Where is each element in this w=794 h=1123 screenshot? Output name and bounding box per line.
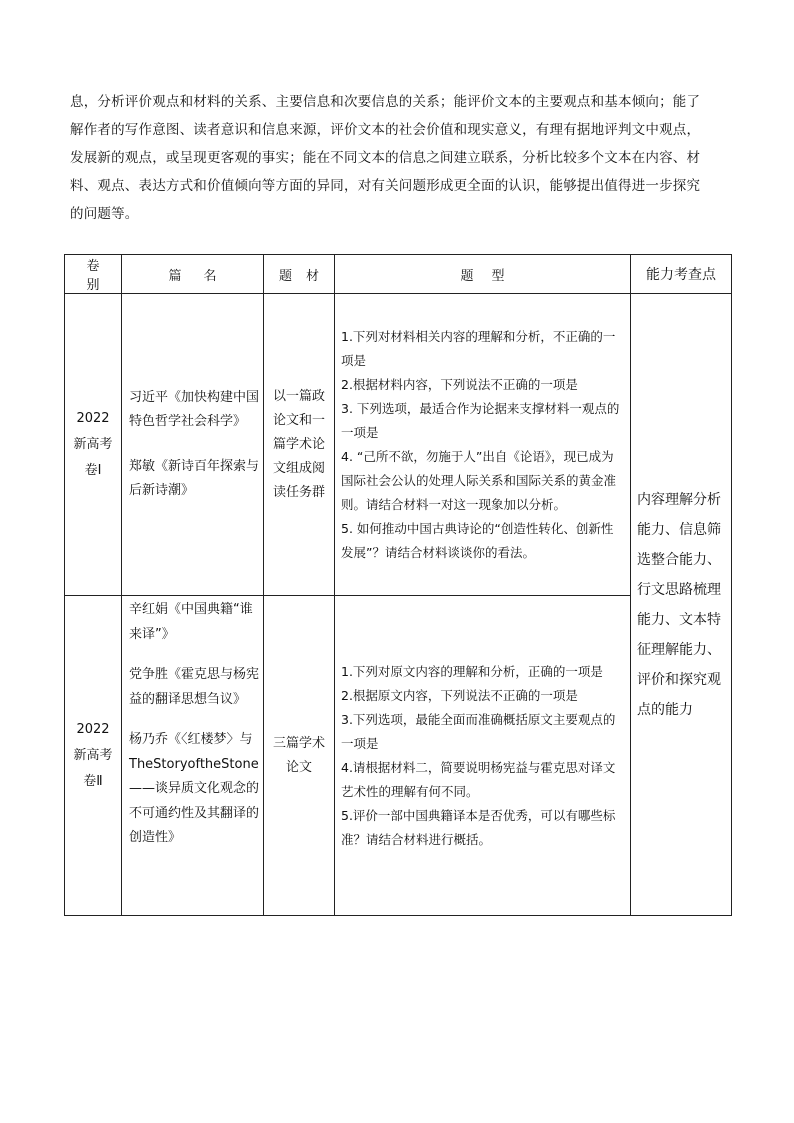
question-cell (335, 596, 631, 916)
header-title: 篇名 (122, 255, 264, 294)
title-cell (122, 294, 264, 596)
question-item: 2.根据原文内容，下列说法不正确的一项是 (341, 687, 578, 703)
question-item: 1.下列对原文内容的理解和分析，正确的一项是 (341, 663, 603, 679)
question-item: 4. “己所不欲，勿施于人”出自《论语》，现已成为国际社会公认的处理人际关系和国际关系的黄金准则。请结合材料一对这一现象加以分析。 (341, 448, 617, 512)
article-title: 杨乃乔《〈红楼梦〉与TheStoryoftheStone——谈异质文化观念的不可通约性及其翻译的创造性》 (129, 732, 260, 845)
intro-line: 息，分析评价观点和材料的关系、主要信息和次要信息的关系；能评价文本的主要观点和基本倾向；能了 (70, 94, 701, 110)
material-cell: 三篇学术论文 (264, 596, 335, 916)
header-question-type: 题型 (335, 255, 631, 294)
intro-line: 的问题等。 (70, 206, 139, 222)
article-title: 郑敏《新诗百年探索与后新诗潮》 (129, 458, 260, 498)
table-header-row (65, 255, 732, 294)
intro-line: 料、观点、表达方式和价值倾向等方面的异同，对有关问题形成更全面的认识，能够提出值得进一步探究 (70, 178, 701, 194)
question-item: 3. 下列选项，最适合作为论据来支撑材料一观点的一项是 (341, 400, 620, 440)
intro-paragraph (70, 88, 730, 228)
article-title: 党争胜《霍克思与杨宪益的翻译思想刍议》 (129, 667, 260, 707)
exam-cell: 2022 新高考 卷Ⅰ (65, 294, 122, 596)
ability-cell: 内容理解分析能力、信息筛选整合能力、行文思路梳理能力、文本特征理解能力、评价和探究观点的能力 (631, 294, 732, 916)
question-item: 5. 如何推动中国古典诗论的“创造性转化、创新性发展”？请结合材料谈谈你的看法。 (341, 520, 614, 560)
material-cell: 以一篇政论文和一篇学术论文组成阅读任务群 (264, 294, 335, 596)
article-title: 习近平《加快构建中国特色哲学社会科学》 (129, 389, 260, 429)
question-item: 1.下列对材料相关内容的理解和分析，不正确的一项是 (341, 328, 616, 368)
intro-line: 解作者的写作意图、读者意识和信息来源，评价文本的社会价值和现实意义，有理有据地评判文中观点， (70, 122, 701, 138)
question-item: 5.评价一部中国典籍译本是否优秀，可以有哪些标准？请结合材料进行概括。 (341, 807, 616, 847)
article-title: 辛红娟《中国典籍“谁来译”》 (129, 602, 253, 642)
header-exam: 卷别 (65, 255, 122, 294)
question-item: 3.下列选项，最能全面而准确概括原文主要观点的一项是 (341, 711, 616, 751)
exam-cell: 2022 新高考 卷Ⅱ (65, 596, 122, 916)
intro-line: 发展新的观点，或呈现更客观的事实；能在不同文本的信息之间建立联系，分析比较多个文本在内容、材 (70, 150, 701, 166)
question-cell (335, 294, 631, 596)
question-item: 4.请根据材料二，简要说明杨宪益与霍克思对译文艺术性的理解有何不同。 (341, 759, 616, 799)
header-material: 题材 (264, 255, 335, 294)
exam-table (64, 254, 732, 916)
table-row (65, 294, 732, 596)
header-ability: 能力考查点 (631, 255, 732, 294)
question-item: 2.根据材料内容，下列说法不正确的一项是 (341, 376, 578, 392)
title-cell (122, 596, 264, 916)
